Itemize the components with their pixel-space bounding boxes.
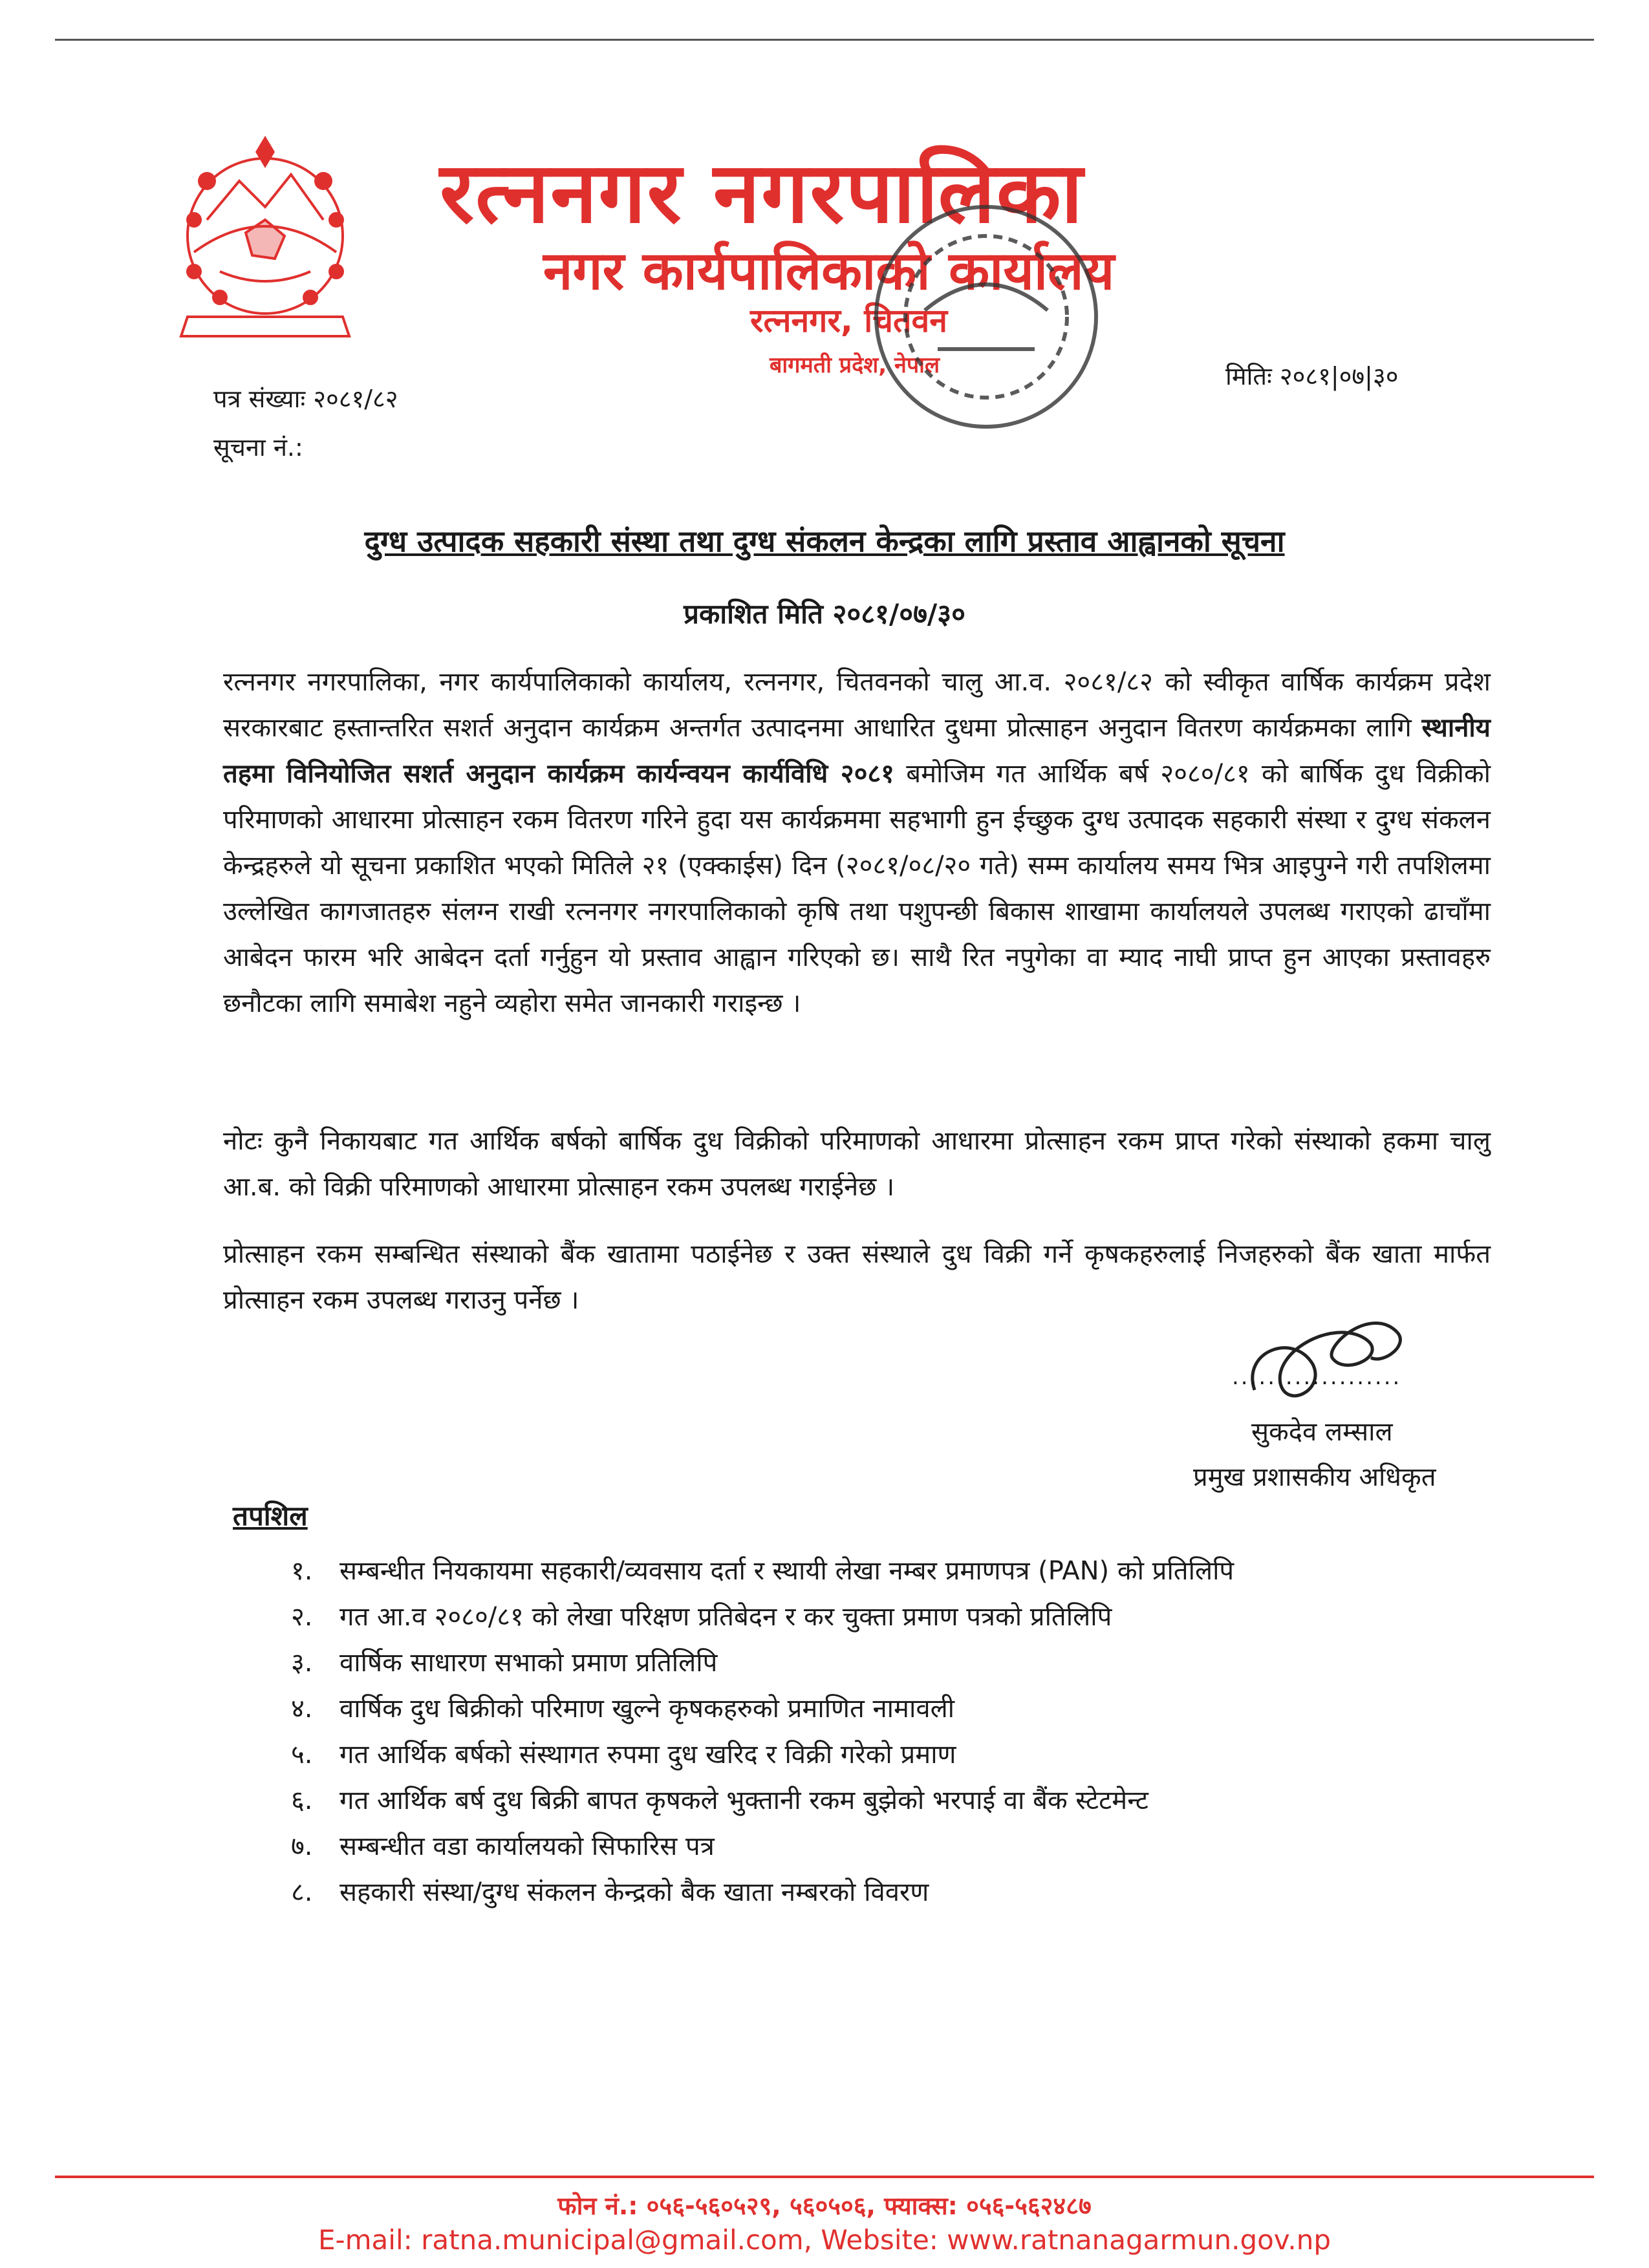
list-number: २. <box>291 1602 313 1632</box>
list-text: गत आर्थिक बर्षको संस्थागत रुपमा दुध खरिद र विक्री गरेको प्रमाण <box>339 1740 956 1770</box>
list-item <box>291 1824 1520 1870</box>
office-location: रत्ननगर, चितवन <box>750 302 948 339</box>
list-item <box>291 1640 1520 1686</box>
list-number: ४. <box>291 1694 313 1724</box>
list-item <box>291 1732 1520 1778</box>
para-text: बमोजिम गत आर्थिक बर्ष २०८०/८१ को बार्षिक दुध विक्रीको परिमाणको आधारमा प्रोत्साहन रकम वितरण गरिने हुदा यस कार्यक्रममा सहभागी हुन ईच्छुक दुग्ध उत्पादक सहकारी संस्था र दुग्ध संकलन केन्द्रहरुले यो सूचना प्रकाशित भएको मितिले २१ (एक्काईस) दिन (२०८१/०८/२० गते) सम्म कार्यालय समय भित्र आइपुग्ने गरी तपशिलमा उल्लेखित कागजातहरु संलग्न राखी रत्ननगर नगरपालिकाको कृषि तथा पशुपन्छी बिकास शाखामा कार्यालयले उपलब्ध गराएको ढाचाँमा आबेदन फारम भरि आबेदन दर्ता गर्नुहुन यो प्रस्ताव आह्वान गरिएको छ। साथै रित नपुगेका वा म्याद नाघी प्राप्त हुन आएका प्रस्तावहरु छनौटका लागि समाबेश नहुने व्यहोरा समेत जानकारी गराइन्छ । <box>223 759 1491 1018</box>
list-number: १. <box>291 1556 313 1586</box>
list-item <box>291 1686 1520 1732</box>
list-item <box>291 1778 1520 1824</box>
letter-number: पत्र संख्याः २०८१/८२ <box>213 385 398 413</box>
nepal-emblem-icon <box>149 123 382 356</box>
signature-line: ................... <box>1232 1364 1402 1390</box>
footer-divider <box>55 2176 1594 2178</box>
list-number: ५. <box>291 1740 313 1770</box>
letter-date: मितिः २०८१|०७|३० <box>1225 362 1399 390</box>
notice-title: दुग्ध उत्पादक सहकारी संस्था तथा दुग्ध संकलन केन्द्रका लागि प्रस्ताव आह्वानको सूचना <box>364 524 1285 559</box>
footer-phone: फोन नं.: ०५६-५६०५२९, ५६०५०६, फ्याक्स: ०५६-५६२४८७ <box>557 2192 1092 2220</box>
para-bold-text: स्थानीय तहमा विनियोजित सशर्त अनुदान कार्यक्रम कार्यन्वयन कार्यविधि २०८१ <box>223 713 1491 789</box>
list-item <box>291 1594 1520 1640</box>
tapsil-heading: तपशिल <box>233 1500 308 1532</box>
list-number: ६. <box>291 1786 313 1815</box>
list-text: वार्षिक साधारण सभाको प्रमाण प्रतिलिपि <box>339 1648 718 1678</box>
notice-paragraph-incentive: प्रोत्साहन रकम सम्बन्धित संस्थाको बैंक खातामा पठाईनेछ र उक्त संस्थाले दुध विक्री गर्ने कृषकहरुलाई निजहरुको बैंक खाता मार्फत प्रोत्साहन रकम उपलब्ध गराउनु पर्नेछ । <box>223 1239 1491 1315</box>
list-text: गत आर्थिक बर्ष दुध बिक्री बापत कृषकले भुक्तानी रकम बुझेको भरपाई वा बैंक स्टेटमेन्ट <box>339 1786 1148 1815</box>
tapsil-list <box>291 1548 1520 1916</box>
signatory-name: सुकदेव लम्साल <box>1251 1417 1393 1447</box>
municipality-title: रत्ननगर नगरपालिका <box>440 144 1084 242</box>
list-number: ७. <box>291 1832 313 1861</box>
list-number: ८. <box>291 1878 313 1907</box>
notice-number: सूचना नं.: <box>213 433 303 462</box>
para-text: रत्ननगर नगरपालिका, नगर कार्यपालिकाको कार्यालय, रत्ननगर, चितवनको चालु आ.व. २०८१/८२ को स्वीकृत वार्षिक कार्यक्रम प्रदेश सरकारबाट हस्तान्तरित सशर्त अनुदान कार्यक्रम अन्तर्गत उत्पादनमा आधारित दुधमा प्रोत्साहन अनुदान वितरण कार्यक्रमका लागि <box>223 667 1491 743</box>
list-text: गत आ.व २०८०/८१ को लेखा परिक्षण प्रतिबेदन र कर चुक्ता प्रमाण पत्रको प्रतिलिपि <box>339 1602 1112 1632</box>
list-item <box>291 1548 1520 1594</box>
office-province: बागमती प्रदेश, नेपाल <box>770 352 940 378</box>
signatory-role: प्रमुख प्रशासकीय अधिकृत <box>1193 1462 1436 1492</box>
list-item <box>291 1870 1520 1916</box>
published-date: प्रकाशित मिति २०८१/०७/३० <box>684 598 965 630</box>
list-text: सहकारी संस्था/दुग्ध संकलन केन्द्रको बैक खाता नम्बरको विवरण <box>339 1878 929 1907</box>
office-subtitle: नगर कार्यपालिकाको कार्यालय <box>543 241 1115 302</box>
top-divider <box>55 39 1594 41</box>
notice-paragraph-note: नोटः कुनै निकायबाट गत आर्थिक बर्षको बार्षिक दुध विक्रीको परिमाणको आधारमा प्रोत्साहन रकम प्राप्त गरेको संस्थाको हकमा चालु आ.ब. को विक्री परिमाणको आधारमा प्रोत्साहन रकम उपलब्ध गराईनेछ । <box>223 1126 1491 1202</box>
list-number: ३. <box>291 1648 313 1678</box>
official-stamp-icon <box>847 181 1125 453</box>
notice-paragraph-main <box>223 659 1491 1027</box>
footer-contact: E-mail: ratna.municipal@gmail.com, Website: www.ratnanagarmun.gov.np <box>318 2224 1331 2256</box>
list-text: सम्बन्धीत वडा कार्यालयको सिफारिस पत्र <box>339 1832 715 1861</box>
list-text: सम्बन्धीत नियकायमा सहकारी/व्यवसाय दर्ता र स्थायी लेखा नम्बर प्रमाणपत्र (PAN) को प्रतिलिपि <box>339 1556 1234 1586</box>
list-text: वार्षिक दुध बिक्रीको परिमाण खुल्ने कृषकहरुको प्रमाणित नामावली <box>339 1694 955 1724</box>
signature-icon <box>1216 1293 1436 1429</box>
